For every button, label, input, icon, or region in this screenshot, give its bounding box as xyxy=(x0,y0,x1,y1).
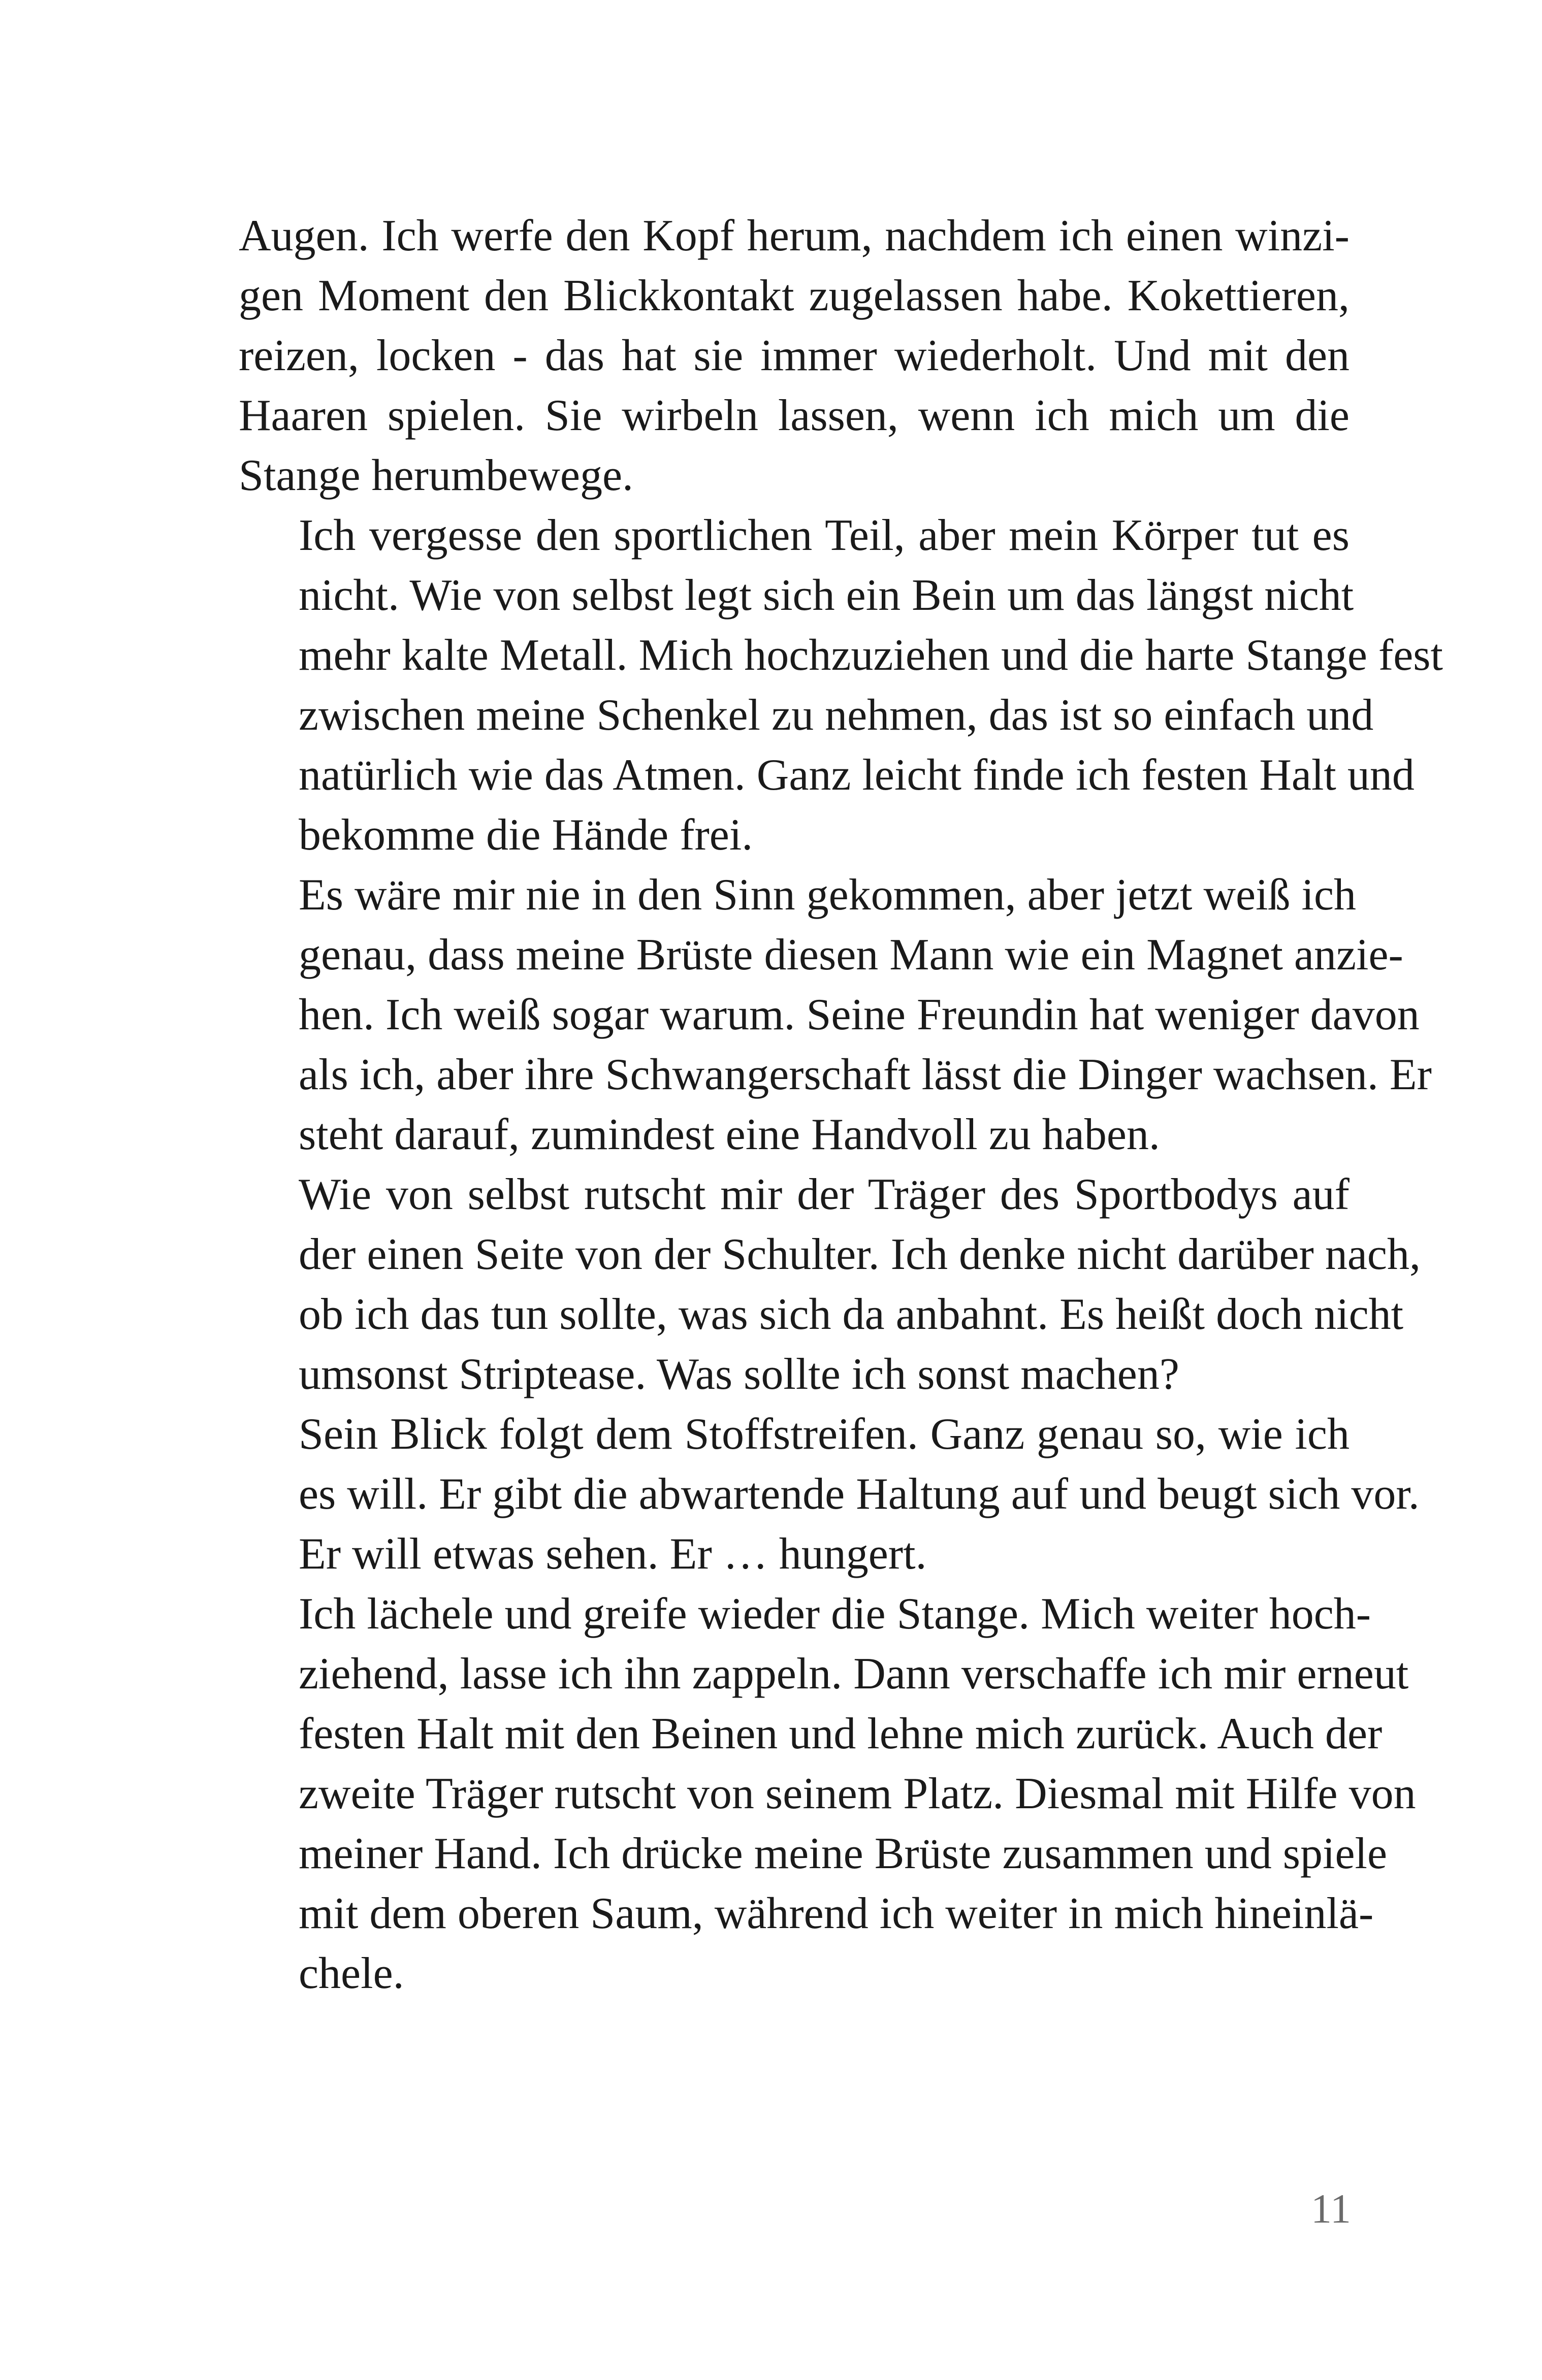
text-line: Wie von selbst rutscht mir der Träger des Sportbodys auf xyxy=(299,1170,1350,1219)
text-line: gen Moment den Blickkontakt zugelassen habe. Kokettieren, xyxy=(239,271,1350,320)
text-line: mehr kalte Metall. Mich hochzuziehen und die harte Stange fest xyxy=(299,631,1443,680)
paragraph xyxy=(239,206,1350,506)
text-line: steht darauf, zumindest eine Handvoll zu haben. xyxy=(299,1110,1160,1159)
text-line: es will. Er gibt die abwartende Haltung auf und beugt sich vor. xyxy=(299,1470,1420,1519)
text-line: bekomme die Hände frei. xyxy=(299,810,753,860)
text-line: ob ich das tun sollte, was sich da anbahnt. Es heißt doch nicht xyxy=(299,1290,1404,1339)
text-line: meiner Hand. Ich drücke meine Brüste zusammen und spiele xyxy=(299,1829,1388,1878)
text-line: Augen. Ich werfe den Kopf herum, nachdem ich einen winzi- xyxy=(239,211,1350,260)
text-line: Ich lächele und greife wieder die Stange. Mich weiter hoch- xyxy=(299,1589,1371,1639)
text-line: zwischen meine Schenkel zu nehmen, das ist so einfach und xyxy=(299,691,1374,740)
paragraph xyxy=(239,506,1443,865)
text-line: der einen Seite von der Schulter. Ich denke nicht darüber nach, xyxy=(299,1230,1421,1279)
text-line: Haaren spielen. Sie wirbeln lassen, wenn ich mich um die xyxy=(239,391,1350,440)
text-line: genau, dass meine Brüste diesen Mann wie ein Magnet anzie- xyxy=(299,930,1403,980)
text-line: umsonst Striptease. Was sollte ich sonst machen? xyxy=(299,1350,1179,1399)
text-line: mit dem oberen Saum, während ich weiter in mich hineinlä- xyxy=(299,1889,1374,1938)
text-line: ziehend, lasse ich ihn zappeln. Dann verschaffe ich mir erneut xyxy=(299,1649,1409,1699)
paragraph xyxy=(239,865,1432,1165)
text-line: zweite Träger rutscht von seinem Platz. Diesmal mit Hilfe von xyxy=(299,1769,1416,1818)
page-number: 11 xyxy=(1311,2186,1351,2232)
paragraph xyxy=(239,1584,1416,2004)
text-line: Es wäre mir nie in den Sinn gekommen, aber jetzt weiß ich xyxy=(299,870,1357,920)
text-line: reizen, locken - das hat sie immer wiederholt. Und mit den xyxy=(239,331,1350,380)
text-line: Sein Blick folgt dem Stoffstreifen. Ganz genau so, wie ich xyxy=(299,1410,1350,1459)
paragraph xyxy=(239,1405,1420,1584)
text-line: natürlich wie das Atmen. Ganz leicht finde ich festen Halt und xyxy=(299,751,1415,800)
text-line: Stange herumbewege. xyxy=(239,451,634,500)
paragraph xyxy=(239,1165,1421,1405)
text-line: festen Halt mit den Beinen und lehne mich zurück. Auch der xyxy=(299,1709,1383,1758)
text-line: Er will etwas sehen. Er … hungert. xyxy=(299,1529,927,1579)
text-line: nicht. Wie von selbst legt sich ein Bein um das längst nicht xyxy=(299,571,1354,620)
body-text xyxy=(239,206,1443,2004)
text-line: als ich, aber ihre Schwangerschaft lässt die Dinger wachsen. Er xyxy=(299,1050,1432,1099)
text-line: hen. Ich weiß sogar warum. Seine Freundin hat weniger davon xyxy=(299,990,1420,1039)
text-line: Ich vergesse den sportlichen Teil, aber mein Körper tut es xyxy=(299,511,1350,560)
text-line: chele. xyxy=(299,1949,404,1998)
